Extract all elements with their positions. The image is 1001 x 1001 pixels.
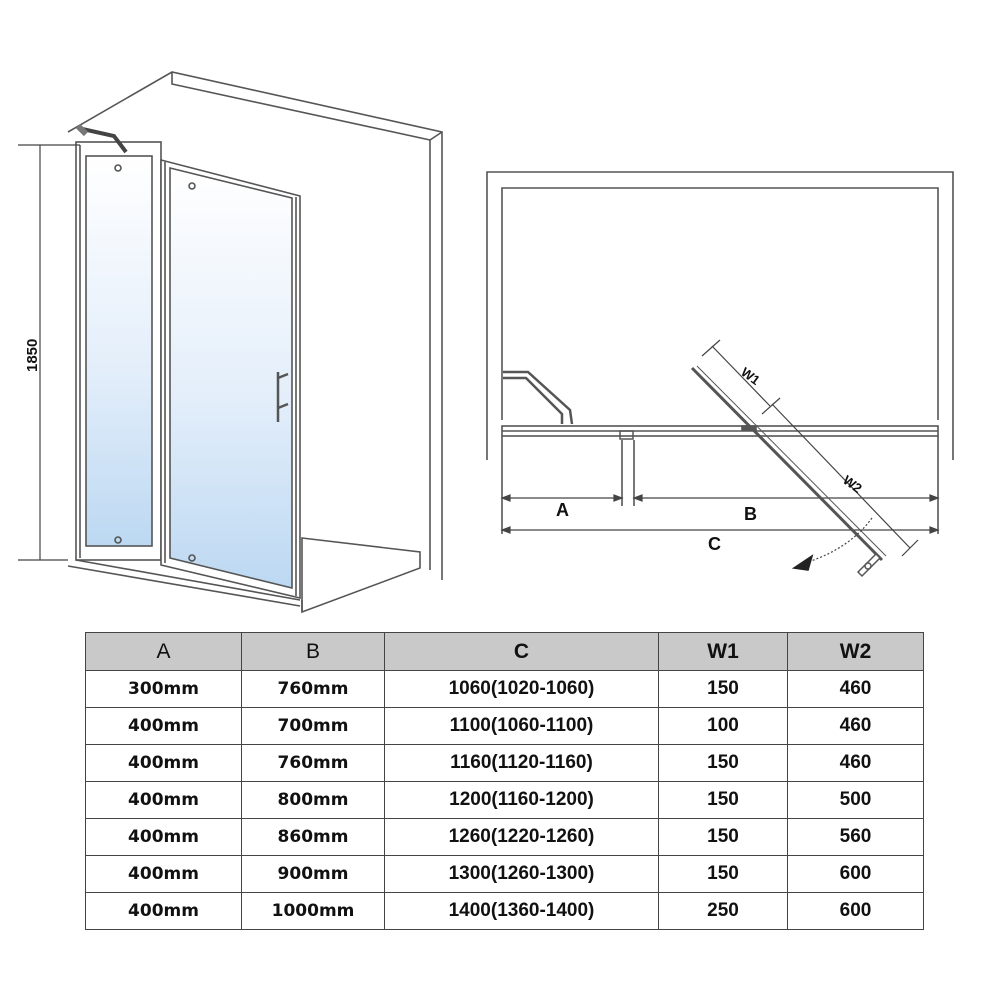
cell-b: 760mm <box>242 671 385 708</box>
cell-w1: 150 <box>659 856 788 893</box>
cell-b: 900mm <box>242 856 385 893</box>
table-row <box>86 893 924 930</box>
cell-w2: 560 <box>788 819 924 856</box>
cell-a: 400mm <box>86 782 242 819</box>
cell-c: 1260(1220-1260) <box>385 819 659 856</box>
table-row <box>86 819 924 856</box>
table-row <box>86 745 924 782</box>
cell-w2: 600 <box>788 893 924 930</box>
cell-a: 400mm <box>86 745 242 782</box>
table-header-row <box>86 633 924 671</box>
cell-b: 800mm <box>242 782 385 819</box>
cell-b: 1000mm <box>242 893 385 930</box>
swinging-door <box>692 366 886 560</box>
cell-a: 400mm <box>86 893 242 930</box>
cell-c: 1300(1260-1300) <box>385 856 659 893</box>
cell-w2: 500 <box>788 782 924 819</box>
cell-a: 300mm <box>86 671 242 708</box>
cell-w2: 600 <box>788 856 924 893</box>
plan-label-w2: W2 <box>840 472 865 496</box>
cell-w1: 250 <box>659 893 788 930</box>
size-table <box>85 632 924 930</box>
dimension-c <box>502 527 938 533</box>
door-end-handle-icon <box>858 554 880 576</box>
cell-w1: 150 <box>659 819 788 856</box>
plan-label-w1: W1 <box>738 364 763 388</box>
plan-label-c: C <box>708 534 721 554</box>
room-outline <box>487 172 953 460</box>
cell-c: 1100(1060-1100) <box>385 708 659 745</box>
table-row <box>86 708 924 745</box>
cell-w1: 150 <box>659 745 788 782</box>
cell-b: 760mm <box>242 745 385 782</box>
cell-b: 860mm <box>242 819 385 856</box>
cell-w2: 460 <box>788 671 924 708</box>
cell-b: 700mm <box>242 708 385 745</box>
panel-stub <box>620 431 633 439</box>
column-header-w1: W1 <box>659 633 788 671</box>
cell-w1: 150 <box>659 671 788 708</box>
cell-c: 1400(1360-1400) <box>385 893 659 930</box>
column-header-c: C <box>385 633 659 671</box>
cell-w1: 150 <box>659 782 788 819</box>
cell-w1: 100 <box>659 708 788 745</box>
table-row <box>86 671 924 708</box>
table-row <box>86 782 924 819</box>
cell-a: 400mm <box>86 856 242 893</box>
cell-c: 1060(1020-1060) <box>385 671 659 708</box>
plan-label-b: B <box>744 504 757 524</box>
cell-c: 1200(1160-1200) <box>385 782 659 819</box>
column-header-b: B <box>242 633 385 671</box>
cell-w2: 460 <box>788 708 924 745</box>
swing-direction-arrow-icon <box>794 556 812 570</box>
cell-a: 400mm <box>86 708 242 745</box>
cell-w2: 460 <box>788 745 924 782</box>
table-row <box>86 856 924 893</box>
plan-label-a: A <box>556 500 569 520</box>
column-header-a: A <box>86 633 242 671</box>
dimension-b <box>634 495 938 501</box>
height-label: 1850 <box>24 338 41 372</box>
cell-c: 1160(1120-1160) <box>385 745 659 782</box>
column-header-w2: W2 <box>788 633 924 671</box>
cell-a: 400mm <box>86 819 242 856</box>
